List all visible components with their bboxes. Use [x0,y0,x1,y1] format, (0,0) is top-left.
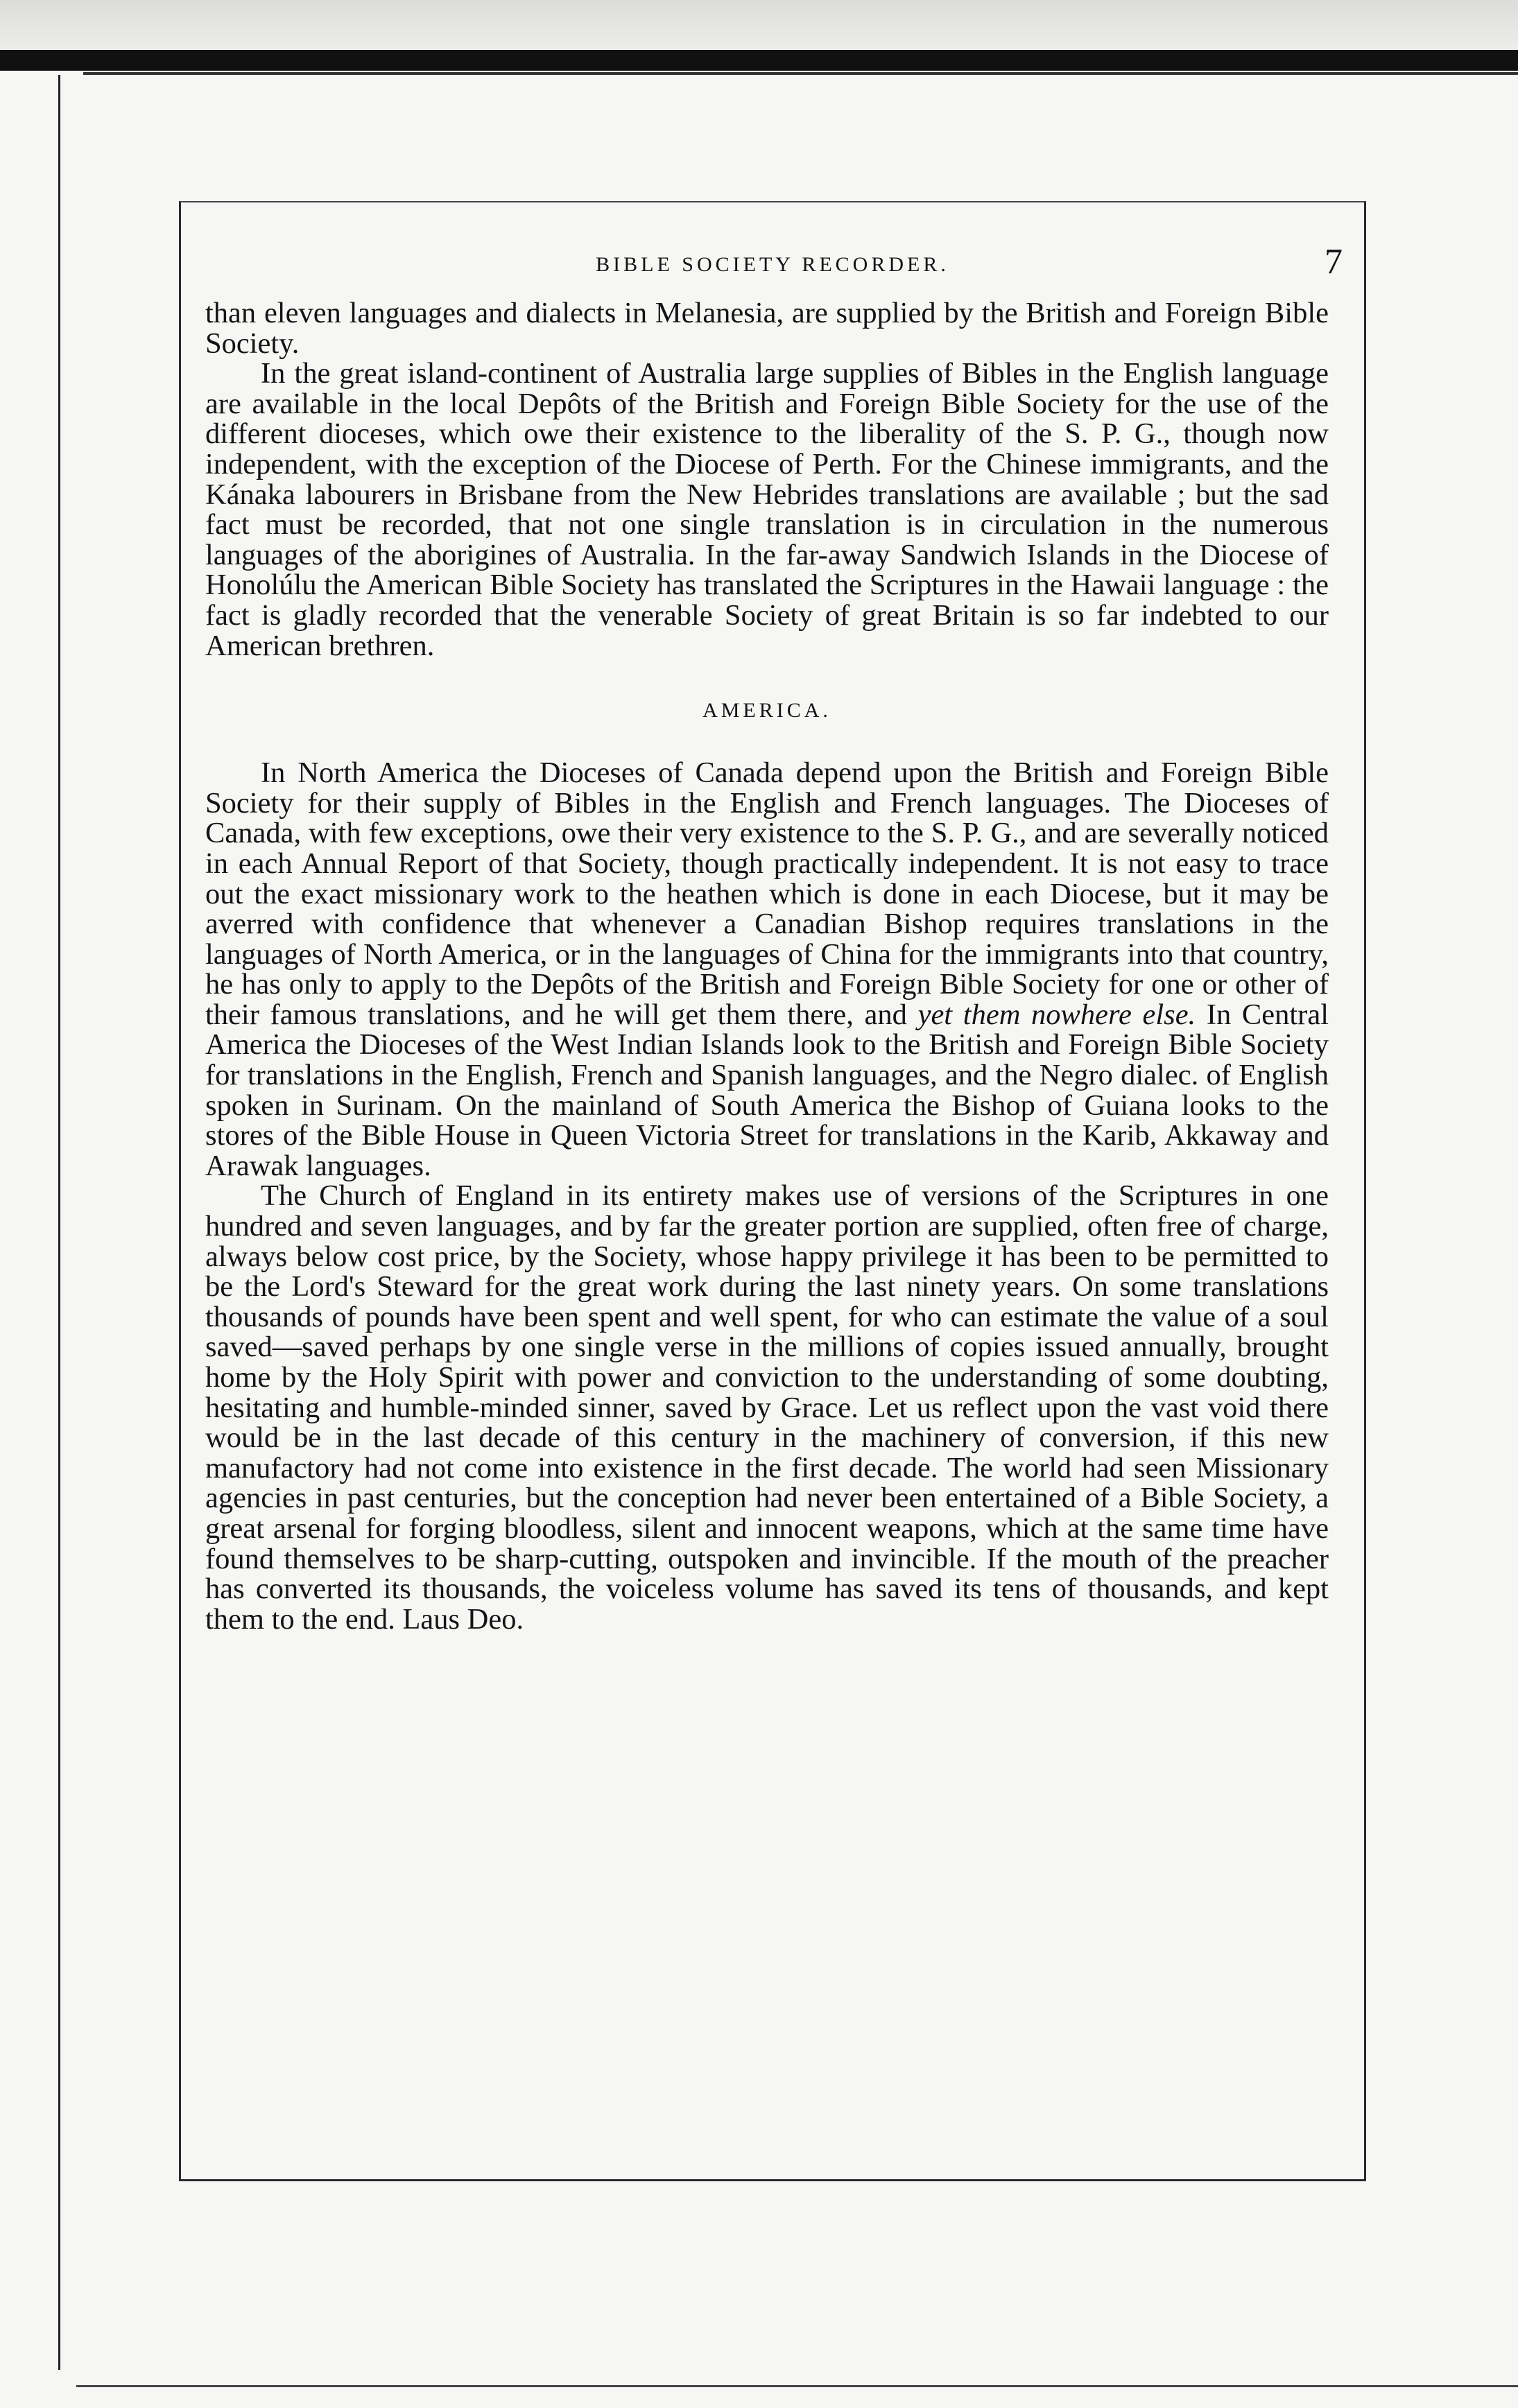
scan-left-rule [58,75,60,2370]
scan-top-border [0,50,1518,71]
paragraph-australia: In the great island-continent of Australia large supplies of Bibles in the English language are available in the local Depôts of the British and Foreign Bible Society for the use of the different dioceses, which owe their existence to the liberality of the S. P. G., though now independent, with the exception of the Diocese of Perth. For the Chinese immigrants, and the Kánaka labourers in Brisbane from the New Hebrides translations are available ; but the sad fact must be recorded, that not one single translation is in circulation in the numerous languages of the aborigines of Australia. In the far-away Sandwich Islands in the Diocese of Honolúlu the American Bible Society has translated the Scriptures in the Hawaii language : the fact is gladly recorded that the venerable Society of great Britain is so far indebted to our American brethren. [205,357,1329,662]
paragraph-text: In Central America the Dioceses of the West Indian Islands look to the British and Foreign Bible Society for translations in the English, French and Spanish languages, and the Negro dialec. of English spoken in Surinam. On the mainland of South America the Bishop of Guiana looks to the stores of the Bible House in Queen Victoria Street for translations in the Karib, Akkaway and Arawak languages. [205,998,1329,1182]
section-heading-america: AMERICA. [702,699,831,722]
italic-phrase: yet them nowhere else. [917,998,1196,1031]
paragraph-text: In North America the Dioceses of Canada depend upon the British and Foreign Bible Society for their supply of Bibles in the English and French languages. The Dioceses of Canada, with few exceptions, owe their very existence to the S. P. G., and are severally noticed in each Annual Report of that Society, though practically independent. It is not easy to trace out the exact missionary work to the heathen which is done in each Diocese, but it may be averred with confidence that whenever a Canadian Bishop requires translations in the languages of North America, or in the languages of China for the immigrants into that country, he has only to apply to the Depôts of the British and Foreign Bible Society for one or other of their famous translations, and he will get them there, and [205,756,1329,1031]
scan-bottom-rule [76,2385,1518,2387]
running-head [179,244,1366,286]
page-number: 7 [1325,242,1343,281]
paragraph-north-america [205,758,1329,1181]
body-text [205,298,1329,1634]
scan-top-rule [83,72,1518,75]
paragraph-continued: than eleven languages and dialects in Melanesia, are supplied by the British and Foreign Bible Society. [205,297,1329,360]
running-title: BIBLE SOCIETY RECORDER. [596,253,949,276]
paragraph-church-of-england: The Church of England in its entirety makes use of versions of the Scriptures in one hundred and seven languages, and by far the greater portion are supplied, often free of charge, always below cost price, by the Society, whose happy privilege it has been to be permitted to be the Lord's Steward for the great work during the last ninety years. On some translations thousands of pounds have been spent and well spent, for who can estimate the value of a soul saved—saved perhaps by one single verse in the millions of copies issued annually, brought home by the Holy Spirit with power and conviction to the understanding of some doubting, hesitating and humble-minded sinner, saved by Grace. Let us reflect upon the vast void there would be in the last decade of this century in the machinery of conversion, if this new manufactory had not come into existence in the first decade. The world had seen Missionary agencies in past centuries, but the conception had never been entertained of a Bible Society, a great arsenal for forging bloodless, silent and innocent weapons, which at the same time have found themselves to be sharp-cutting, outspoken and invincible. If the mouth of the preacher has converted its thousands, the voiceless volume has saved its tens of thousands, and kept them to the end. Laus Deo. [205,1179,1329,1636]
